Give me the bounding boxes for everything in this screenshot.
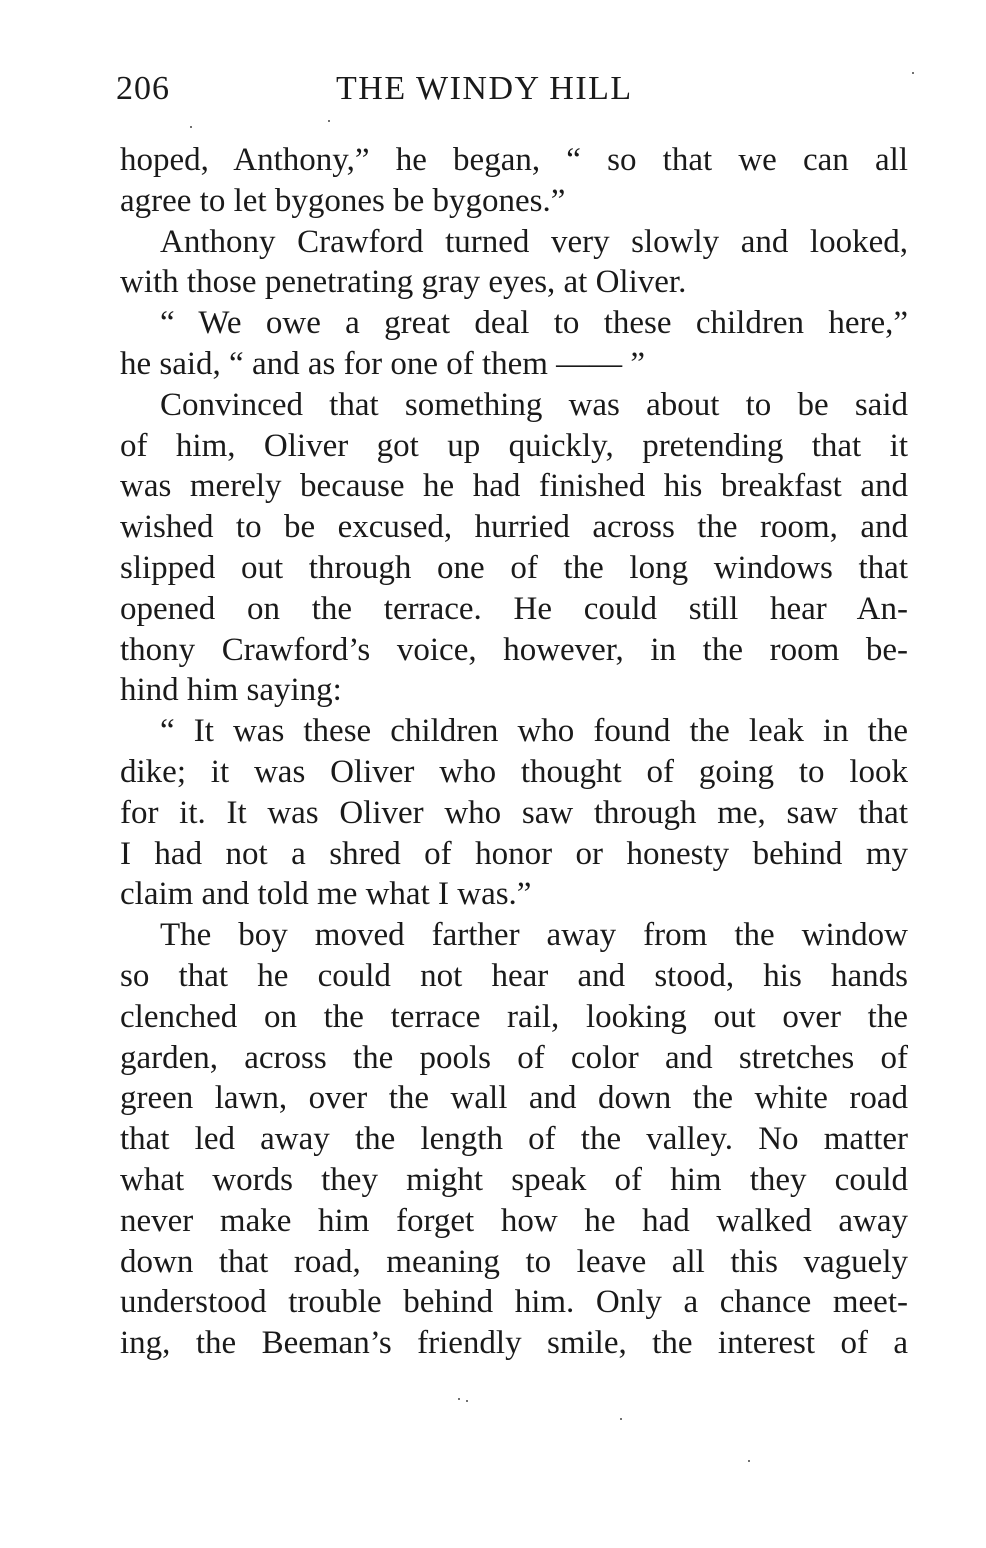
scan-speck [328, 120, 330, 122]
text-line: Anthony Crawford turned very slowly and looked, [160, 223, 908, 260]
text-line: The boy moved farther away from the window [160, 917, 908, 954]
text-line: “ It was these children who found the leak in the [160, 713, 908, 750]
text-line: ing, the Beeman’s friendly smile, the interest of a [120, 1325, 908, 1362]
text-line: was merely because he had finished his breakfast and [120, 468, 908, 505]
text-line: of him, Oliver got up quickly, pretending that it [120, 427, 908, 464]
text-line: Convinced that something was about to be said [160, 386, 908, 423]
text-line: so that he could not hear and stood, his hands [120, 957, 908, 994]
text-line: he said, “ and as for one of them —— ” [120, 345, 646, 382]
page-number: 206 [116, 70, 170, 107]
text-line: hind him saying: [120, 672, 342, 709]
text-line: that led away the length of the valley. No matter [120, 1121, 908, 1158]
body-text [120, 140, 908, 1364]
text-line: hoped, Anthony,” he began, “ so that we can all [120, 142, 908, 178]
scan-speck [912, 72, 914, 74]
text-line: claim and told me what I was.” [120, 876, 532, 913]
scan-speck [458, 1398, 460, 1400]
text-line: wished to be excused, hurried across the room, and [120, 509, 908, 546]
text-line: never make him forget how he had walked away [120, 1202, 908, 1239]
text-line: clenched on the terrace rail, looking out over the [120, 998, 908, 1035]
scan-speck [190, 126, 192, 128]
text-line: agree to let bygones be bygones.” [120, 182, 566, 219]
text-line: for it. It was Oliver who saw through me, saw that [120, 794, 908, 831]
text-line: thony Crawford’s voice, however, in the room be- [120, 631, 908, 668]
text-line: green lawn, over the wall and down the white road [120, 1080, 908, 1117]
text-line: down that road, meaning to leave all this vaguely [120, 1243, 908, 1280]
text-line: garden, across the pools of color and stretches of [120, 1039, 908, 1076]
running-title: THE WINDY HILL [336, 70, 633, 107]
text-line: understood trouble behind him. Only a chance meet- [120, 1284, 908, 1321]
text-line: dike; it was Oliver who thought of going to look [120, 753, 908, 790]
text-line: opened on the terrace. He could still hear An- [120, 590, 908, 627]
scan-speck [466, 1400, 468, 1402]
text-line: with those penetrating gray eyes, at Oliver. [120, 264, 687, 301]
text-line: I had not a shred of honor or honesty behind my [120, 835, 908, 872]
text-line: slipped out through one of the long windows that [120, 549, 908, 586]
text-line: “ We owe a great deal to these children here,” [160, 305, 908, 342]
scan-speck [620, 1418, 622, 1420]
running-head [116, 70, 908, 120]
text-line: what words they might speak of him they could [120, 1161, 908, 1198]
scan-speck [748, 1460, 750, 1462]
